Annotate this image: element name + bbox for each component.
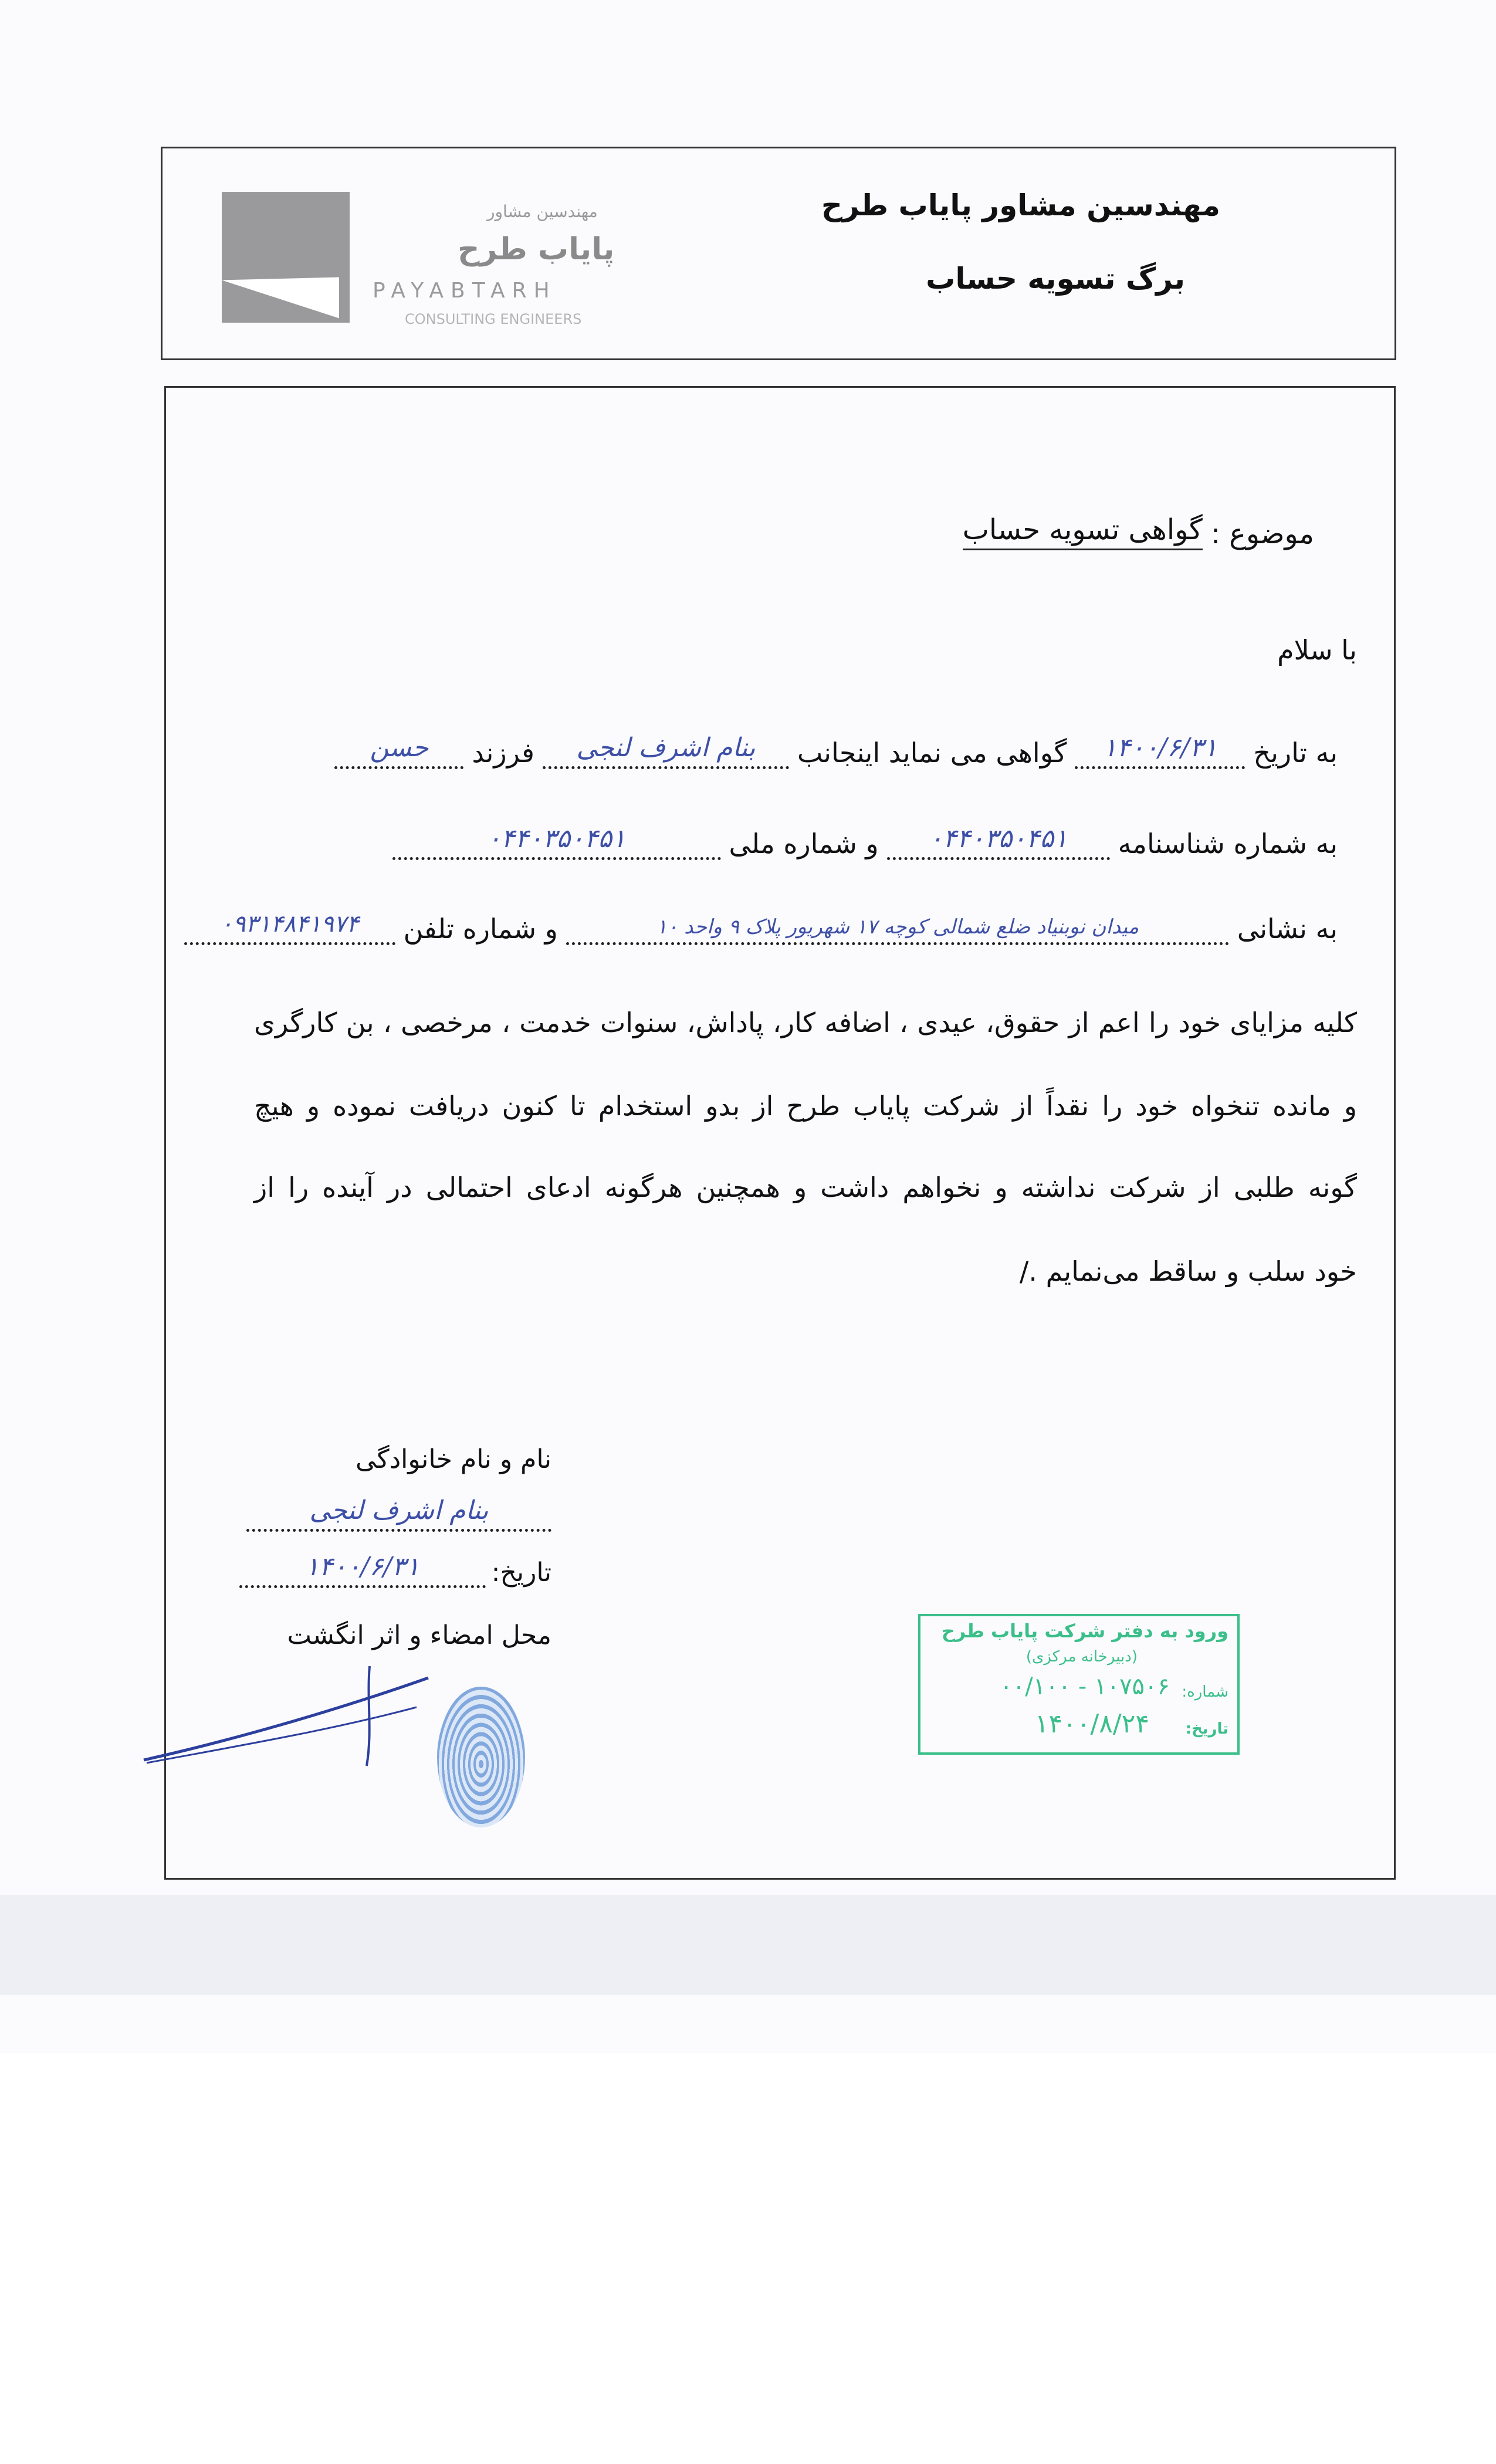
body-paragraph-line-4: خود سلب و ساقط می‌نمایم ./ — [1019, 1255, 1357, 1287]
signature-date-field — [239, 1552, 486, 1588]
name-label: نام و نام خانوادگی — [355, 1444, 551, 1474]
stamp-date-label: تاریخ: — [1185, 1720, 1228, 1738]
stamp-title: ورود به دفتر شرکت پایاب طرح — [941, 1620, 1228, 1642]
body-paragraph-line-1: کلیه مزایای خود را اعم از حقوق، عیدی ، اضافه کار، پاداش، سنوات خدمت ، مرخصی ، بن کارگری — [254, 1007, 1357, 1038]
sign-place-label: محل امضاء و اثر انگشت — [287, 1620, 551, 1650]
line-address-phone — [184, 912, 1338, 945]
address-prefix: به نشانی — [1237, 913, 1338, 945]
signature-date-label: تاریخ: — [491, 1558, 551, 1588]
id-number-value: ۰۴۴۰۳۵۰۴۵۱ — [929, 824, 1068, 854]
address-field — [566, 915, 1229, 945]
greeting-text: با سلام — [1277, 634, 1357, 666]
date-field — [1075, 733, 1245, 769]
national-id-field — [392, 824, 721, 860]
signature-name-dots — [246, 1495, 551, 1532]
body-paragraph-line-2: و مانده تنخواه خود را نقداً از شرکت پایاب طرح از بدو استخدام تا کنون دریافت نموده و هیچ — [254, 1090, 1357, 1122]
phone-label: و شماره تلفن — [403, 913, 558, 945]
address-value: میدان نوبنیاد ضلع شمالی کوچه ۱۷ شهریور پلاک ۹ واحد ۱۰ — [656, 915, 1139, 939]
logo-text-fa-small: مهندسین مشاور — [487, 202, 598, 221]
stamp-date-value: ۱۴۰۰/۸/۲۴ — [1034, 1709, 1149, 1739]
father-field — [334, 733, 463, 769]
stamp-number-value: ۱۰۷۵۰۶ - ۰۰/۱۰۰ — [1000, 1673, 1170, 1700]
form-title: برگ تسویه حساب — [926, 262, 1185, 296]
phone-value: ۰۹۳۱۴۸۴۱۹۷۴ — [220, 911, 359, 937]
signature-name-value: بنام اشرف لنجی — [309, 1495, 489, 1525]
company-name: مهندسین مشاور پایاب طرح — [821, 188, 1220, 222]
scan-edge-band — [0, 1895, 1496, 1995]
id-number-field — [887, 824, 1110, 860]
fingerprint — [437, 1687, 525, 1827]
handwritten-signature — [135, 1660, 440, 1778]
subject-text: گواهی تسویه حساب — [963, 513, 1203, 550]
logo-text-fa-large: پایاب طرح — [458, 232, 615, 267]
subject-label: موضوع : — [1210, 517, 1314, 550]
date-prefix: به تاریخ — [1253, 737, 1338, 769]
signature-date-value: ۱۴۰۰/۶/۳۱ — [305, 1552, 420, 1582]
date-value: ۱۴۰۰/۶/۳۱ — [1102, 733, 1217, 763]
national-id-label: و شماره ملی — [729, 828, 879, 859]
receipt-stamp — [918, 1614, 1240, 1755]
stamp-subtitle: (دبیرخانه مرکزی) — [1025, 1648, 1138, 1666]
logo-text-en-sub: CONSULTING ENGINEERS — [405, 311, 582, 327]
national-id-value: ۰۴۴۰۳۵۰۴۵۱ — [487, 824, 626, 854]
stamp-number-label: شماره: — [1182, 1683, 1228, 1701]
father-value: حسن — [370, 733, 429, 763]
certify-text: گواهی می نماید اینجانب — [797, 737, 1067, 769]
subject-line — [963, 513, 1314, 550]
signature-name-field — [246, 1495, 551, 1539]
greeting — [1277, 634, 1357, 666]
line-id-numbers — [392, 824, 1338, 860]
logo-text-en: PAYABTARH — [373, 279, 557, 303]
name-value: بنام اشرف لنجی — [576, 733, 756, 763]
body-paragraph-line-3: گونه طلبی از شرکت نداشته و نخواهم داشت و همچنین هرگونه ادعای احتمالی در آینده را از — [254, 1172, 1357, 1203]
phone-field — [184, 911, 395, 945]
child-of-label: فرزند — [472, 737, 534, 769]
id-prefix: به شماره شناسنامه — [1118, 828, 1338, 859]
line-date-name — [334, 733, 1338, 769]
signature-date-row — [239, 1552, 551, 1588]
name-field — [543, 733, 789, 769]
